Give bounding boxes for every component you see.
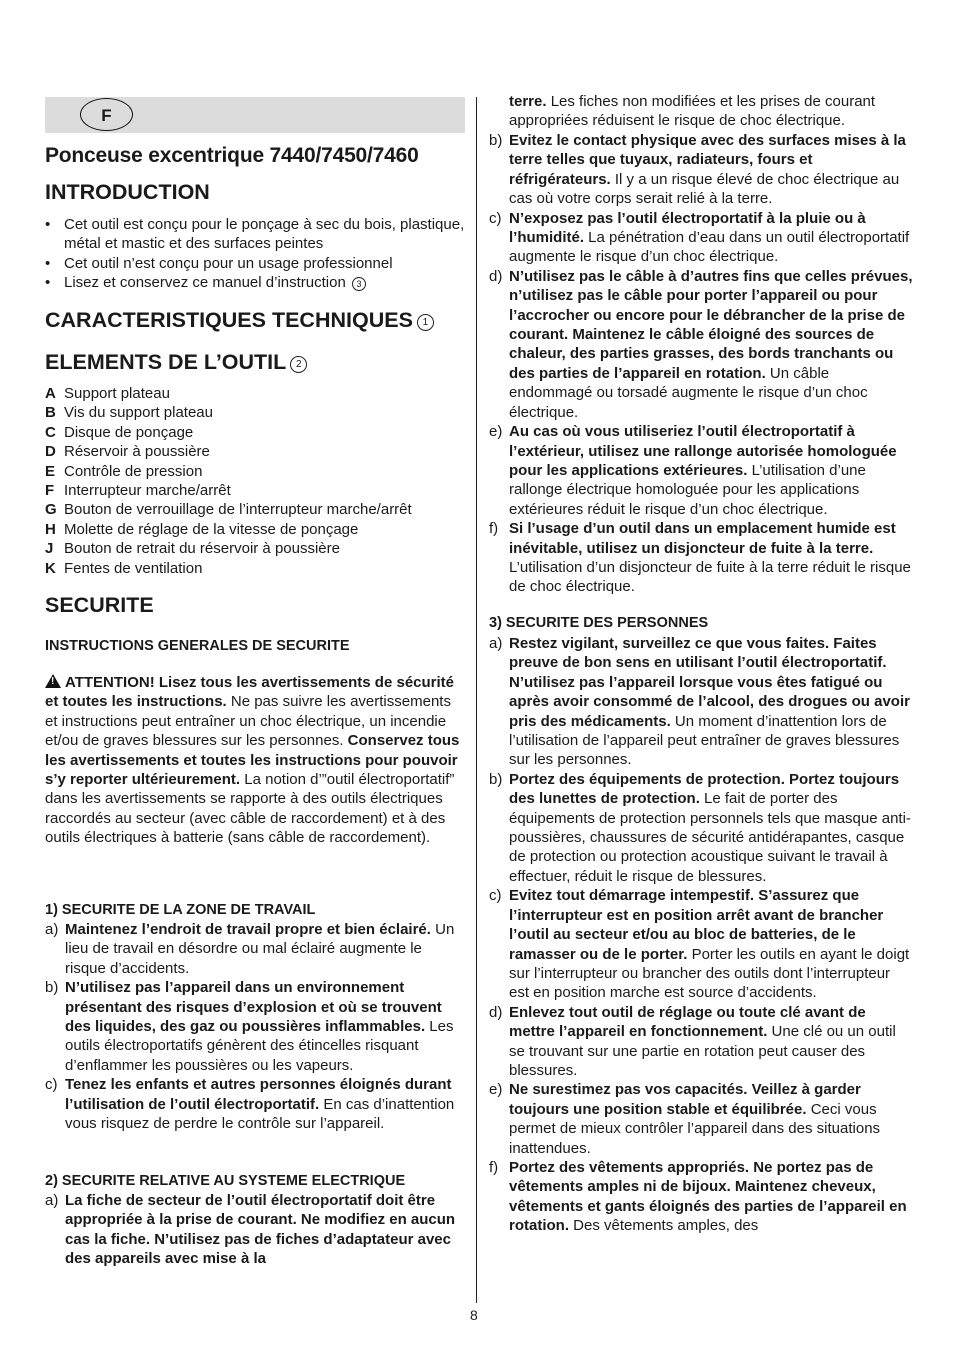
item-text: Ceci vous permet de mieux contrôler l’appareil dans des situations inattendues.: [509, 1100, 881, 1157]
warning-paragraph: !ATTENTION! Lisez tous les avertissements de sécurité et toutes les instructions. Ne pas suivre les avertissements et instructions peut entraîner un choc électrique, un incendie et/ou de graves blessures sur les personnes. Conservez tous les avertissements et toutes les instructions pour pouvoir s’y reporter ultérieurement. La notion d’”outil électroportatif” dans les avertissements se rapporte à des outils électriques raccordés au secteur (avec câble de raccordement) et à des outils électriques à batterie (sans câble de raccordement).: [45, 673, 465, 848]
item-letter: a): [489, 635, 503, 652]
part-label: Bouton de retrait du réservoir à poussière: [64, 540, 340, 558]
figure-ref: 2: [290, 356, 307, 373]
elements-heading: ELEMENTS DE L’OUTIL 2: [45, 353, 307, 373]
list-item: [489, 770, 913, 886]
product-title: Ponceuse excentrique 7440/7450/7460: [45, 144, 419, 167]
parts-list: [45, 384, 412, 578]
item-text: La pénétration d’eau dans un outil électroportatif augmente le risque d’un choc électrique.: [509, 229, 910, 266]
item-bold-text: Maintenez l’endroit de travail propre et bien éclairé.: [65, 921, 431, 938]
list-item: • Cet outil n’est conçu pour un usage professionnel: [45, 254, 465, 273]
item-bold-text: Portez des vêtements appropriés. Ne portez pas de vêtements amples ni de bijoux. Maintenez cheveux, vêtements et gants éloignés des parties de l’appareil en rotation.: [509, 1158, 907, 1235]
electrique-list-start: [45, 1191, 465, 1269]
part-item: [45, 559, 412, 578]
list-item: [489, 886, 913, 1002]
item-bold-text: Tenez les enfants et autres personnes éloignés durant l’utilisation de l’outil électroportatif.: [65, 1076, 452, 1113]
part-item: [45, 481, 412, 500]
list-item: [489, 1158, 913, 1236]
part-key: E: [45, 462, 56, 480]
part-key: D: [45, 443, 56, 461]
list-item: [489, 634, 913, 770]
part-key: B: [45, 404, 56, 422]
list-item: • Lisez et conservez ce manuel d’instruction 3: [45, 273, 465, 292]
list-item: [489, 519, 913, 597]
tech-heading: CARACTERISTIQUES TECHNIQUES 1: [45, 311, 434, 331]
electrique-list: [489, 131, 913, 597]
item-bold-text: Evitez le contact physique avec des surfaces mises à la terre telles que tuyaux, radiateurs, fours et réfrigérateurs.: [509, 132, 906, 188]
part-item: [45, 442, 412, 461]
part-label: Molette de réglage de la vitesse de ponçage: [64, 520, 359, 538]
part-key: G: [45, 501, 57, 519]
part-item: [45, 520, 412, 539]
intro-heading: INTRODUCTION: [45, 180, 210, 204]
list-item: [489, 422, 913, 519]
item-bold-text: Au cas où vous utiliseriez l’outil électroportatif à l’extérieur, utilisez une rallonge autorisée homologuée pour les applications extérieures.: [509, 423, 897, 479]
part-label: Interrupteur marche/arrêt: [64, 482, 231, 500]
list-item: [489, 209, 913, 267]
list-item: [45, 1075, 465, 1133]
personnes-list: [489, 634, 913, 1236]
part-key: F: [45, 482, 55, 500]
warning-icon: [45, 674, 61, 688]
item-text: Le fait de porter des équipements de protection personnels tels que masque anti-poussières, chaussures de sécurité antidérapantes, casque de protection ou protection acoustique suivant le travail à effectuer, réduit le risque de blessures.: [509, 790, 911, 885]
part-label: Fentes de ventilation: [64, 559, 203, 577]
list-item: [489, 1003, 913, 1081]
item-letter: c): [45, 1076, 58, 1094]
figure-ref: 3: [352, 277, 366, 291]
item-text: Les outils électroportatifs génèrent des étincelles risquant d’enflammer les poussières ou les vapeurs.: [65, 1018, 454, 1074]
item-letter: b): [45, 979, 59, 997]
item-letter: b): [489, 770, 503, 788]
item-letter: e): [489, 1081, 503, 1099]
list-item: [489, 1080, 913, 1158]
part-item: [45, 462, 412, 481]
list-item: • Cet outil est conçu pour le ponçage à sec du bois, plastique, métal et mastic et des surfaces peintes: [45, 215, 465, 254]
part-label: Support plateau: [64, 385, 170, 402]
electrique-heading: 2) SECURITE RELATIVE AU SYSTEME ELECTRIQUE: [45, 1173, 406, 1189]
part-label: Réservoir à poussière: [64, 443, 210, 461]
part-label: Bouton de verrouillage de l’interrupteur marche/arrêt: [64, 501, 412, 519]
personnes-heading: 3) SECURITE DES PERSONNES: [489, 615, 709, 631]
part-key: C: [45, 423, 56, 441]
part-item: [45, 384, 412, 403]
part-item: [45, 403, 412, 422]
list-item: [45, 920, 465, 978]
item-bold-text: N’utilisez pas le câble à d’autres fins que celles prévues, n’utilisez pas le câble pour porter l’appareil ou pour l’accrocher ou encore pour le débrancher de la prise de courant. Maintenez le câble éloigné des sources de chaleur, des parties grasses, des bords tranchants ou des parties de l’appareil en rotation.: [509, 267, 913, 382]
item-bold-text: Portez des équipements de protection. Portez toujours des lunettes de protection.: [509, 770, 900, 808]
item-bold-text: Enlevez tout outil de réglage ou toute clé avant de mettre l’appareil en fonctionnement.: [509, 1003, 866, 1041]
item-text: Une clé ou un outil se trouvant sur une partie en rotation peut causer des blessures.: [509, 1023, 896, 1079]
item-bold-text: N’utilisez pas l’appareil dans un environnement présentant des risques d’explosion et où se trouvent des liquides, des gaz ou poussières inflammables.: [65, 979, 442, 1036]
language-bar: [45, 97, 465, 133]
item-letter: e): [489, 423, 503, 441]
item-letter: c): [489, 887, 502, 905]
list-item: [489, 267, 913, 422]
item-bold-text: Evitez tout démarrage intempestif. S’assurez que l’interrupteur est en position arrêt avant de brancher l’outil au secteur et/ou au bloc de batteries, de le ramasser ou de le porter.: [509, 887, 884, 963]
item-text: Il y a un risque élevé de choc électrique au cas où votre corps serait relié à la terre.: [509, 170, 900, 208]
item-text: L’utilisation d’une rallonge électrique homologuée pour les applications extérieures réduit le risque d’un choc électrique.: [509, 461, 866, 518]
zone-heading: 1) SECURITE DE LA ZONE DE TRAVAIL: [45, 902, 316, 918]
item-letter: a): [45, 921, 59, 938]
item-text: Porter les outils en ayant le doigt sur l’interrupteur ou brancher des outils dont l’interrupteur est en position marche est source d’accidents.: [509, 945, 910, 1002]
item-bold-text: Ne surestimez pas vos capacités. Veillez à garder toujours une position stable et équilibrée.: [509, 1081, 861, 1118]
part-item: [45, 539, 412, 558]
intro-bullets: [45, 215, 465, 293]
part-item: [45, 423, 412, 442]
language-badge: F: [80, 98, 133, 131]
securite-heading: SECURITE: [45, 593, 154, 617]
column-divider: [476, 97, 477, 1303]
list-item: [45, 978, 465, 1075]
item-letter: b): [489, 132, 503, 149]
part-label: Disque de ponçage: [64, 423, 194, 441]
item-letter: c): [489, 209, 502, 227]
list-item: a) La fiche de secteur de l’outil électroportatif doit être appropriée à la prise de courant. Ne modifiez en aucun cas la fiche. N’utilisez pas de fiches d’adaptateur avec des appareils avec mise à la: [45, 1192, 456, 1268]
item-letter: f): [489, 1158, 499, 1176]
item-text: Des vêtements amples, des: [569, 1217, 759, 1235]
list-item: [489, 131, 913, 209]
item-bold-text: Restez vigilant, surveillez ce que vous faites. Faites preuve de bon sens en utilisant l’outil électroportatif. N’utilisez pas l’appareil lorsque vous êtes fatigué ou après avoir consommé de l’alcool, des drogues ou avoir pris des médicaments.: [509, 635, 910, 730]
part-key: A: [45, 385, 56, 402]
item-text: Un moment d’inattention lors de l’utilisation de l’appareil peut entraîner de graves blessures sur les personnes.: [509, 712, 900, 769]
part-item: [45, 500, 412, 519]
item-text: L’utilisation d’un disjoncteur de fuite à la terre réduit le risque de choc électrique.: [509, 558, 911, 596]
general-safety-heading: INSTRUCTIONS GENERALES DE SECURITE: [45, 638, 350, 654]
figure-ref: 1: [417, 314, 434, 331]
part-label: Contrôle de pression: [64, 462, 203, 480]
zone-list: [45, 920, 465, 1133]
page-number: 8: [470, 1307, 478, 1323]
item-letter: d): [489, 267, 503, 285]
part-label: Vis du support plateau: [64, 404, 213, 422]
part-key: H: [45, 520, 56, 538]
item-text: Un câble endommagé ou torsadé augmente le risque d’un choc électrique.: [509, 364, 868, 421]
item-letter: f): [489, 520, 499, 538]
part-key: J: [45, 540, 54, 558]
item-bold-text: Si l’usage d’un outil dans un emplacement humide est inévitable, utilisez un disjoncteur de fuite à la terre.: [509, 520, 896, 557]
item-text: En cas d’inattention vous risquez de perdre le contrôle sur l’appareil.: [65, 1095, 455, 1133]
item-letter: d): [489, 1003, 503, 1021]
item-text: Un lieu de travail en désordre ou mal éclairé augmente le risque d’accidents.: [65, 921, 455, 977]
item-bold-text: N’exposez pas l’outil électroportatif à la pluie ou à l’humidité.: [509, 209, 866, 247]
part-key: K: [45, 559, 56, 577]
electrique-item-a-continued: terre. Les fiches non modifiées et les prises de courant appropriées réduisent le risque de choc électrique.: [509, 93, 876, 130]
